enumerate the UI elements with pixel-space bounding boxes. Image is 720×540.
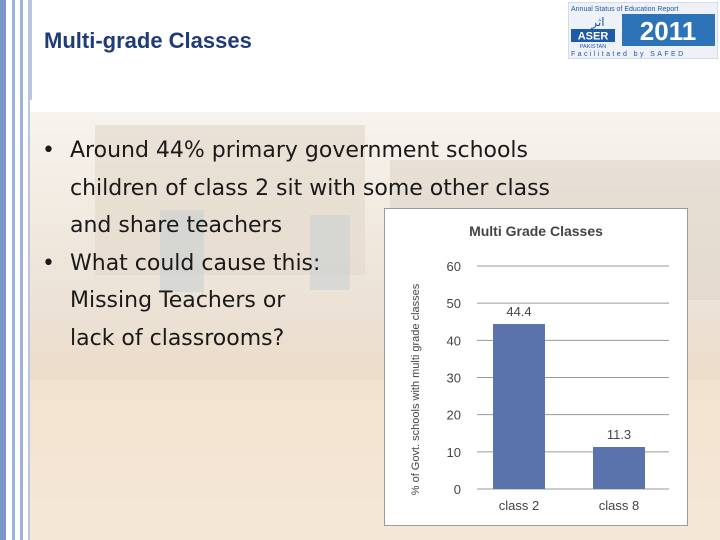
bullet-text: Around 44% primary government schools <box>70 138 529 163</box>
logo-brand: ASER <box>577 30 609 43</box>
y-tick-label: 0 <box>453 482 461 497</box>
bullet-line <box>42 170 662 208</box>
y-tick-label: 30 <box>446 370 461 386</box>
left-accent-bar <box>12 0 15 540</box>
bullet-text: What could cause this: <box>70 250 321 276</box>
y-tick-label: 50 <box>446 296 461 312</box>
aser-logo <box>568 2 718 59</box>
title-divider <box>30 0 32 100</box>
chart-panel <box>384 208 688 526</box>
bar-class-8 <box>593 447 645 489</box>
data-label: 11.3 <box>606 427 632 443</box>
bullet-text: and share teachers <box>70 213 283 238</box>
bullet-text: children of class 2 sit with some other class <box>70 175 551 201</box>
logo-facilitated: Facilitated by SAFED <box>571 51 686 58</box>
bullet-dot: • <box>42 250 55 276</box>
logo-year: 2011 <box>639 16 697 46</box>
bullet-text: lack of classrooms? <box>70 325 285 351</box>
bullet-text: Missing Teachers or <box>70 288 286 313</box>
bullet-dot: • <box>42 138 55 163</box>
logo-country: PAKISTAN <box>579 44 607 50</box>
logo-top-text: Annual Status of Education Report <box>571 6 679 13</box>
bar-chart <box>385 209 687 525</box>
chart-title: Multi Grade Classes <box>469 223 603 239</box>
y-tick-label: 40 <box>446 333 461 349</box>
y-tick-label: 10 <box>446 444 461 460</box>
left-accent-bar <box>0 0 6 540</box>
bullet-line <box>42 132 662 170</box>
y-tick-label: 20 <box>446 407 461 423</box>
left-accent-bar <box>20 0 23 540</box>
slide-title: Multi-grade Classes <box>44 28 252 53</box>
x-tick-label: class 2 <box>498 498 540 513</box>
logo-urdu-text: اثر <box>591 15 605 29</box>
y-axis-label: % of Govt. schools with multi grade classes <box>410 283 422 496</box>
bar-class-2 <box>493 324 545 489</box>
y-tick-label: 60 <box>446 259 461 274</box>
x-tick-label: class 8 <box>598 498 640 513</box>
data-label: 44.4 <box>506 303 532 319</box>
